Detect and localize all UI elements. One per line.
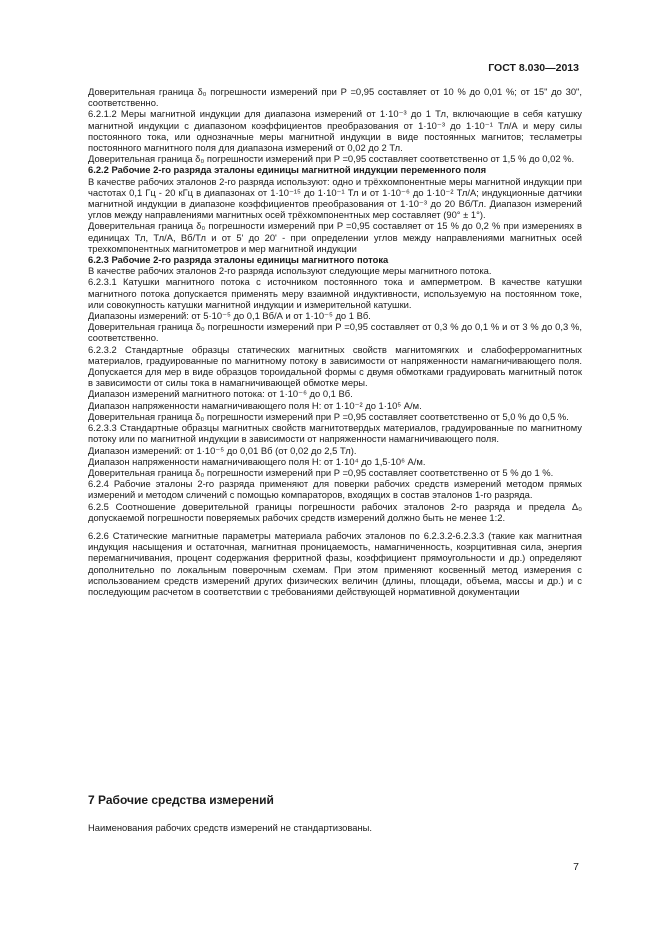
paragraph: В качестве рабочих эталонов 2-го разряда используют: одно и трёхкомпонентные меры магнитной индукции при частотах 0,1 Гц - 20 кГц в диапазонах от 1·10⁻¹⁵ до 1·10⁻¹ Тл и от 1·10⁻⁶ до 1·10⁻² Тл/А; индукционные датчики магнитной индукции в диапазоне коэффициентов преобразования от 1·10⁻³ до 20 Вб/Тл. Диапазон измерений углов между направлениями магнитных осей трёхкомпонентных мер составляет (90° ± 1°). bbox=[88, 175, 582, 221]
section-title: 7 Рабочие средства измерений bbox=[88, 793, 274, 807]
paragraph: 6.2.6 Статические магнитные параметры материала рабочих эталонов по 6.2.3.2-6.2.3.3 (такие как магнитная индукция насыщения и остаточная, магнитная проницаемость, намагниченность, коэрцитивная сила, энергия перемагничивания, процент содержания ферритной фазы, коэффициент прямоугольности и др.) определяют дополнительно по локальным поверочным схемам. При этом применяют косвенный метод измерения с использованием средств измерений других физических величин (длины, площади, объема, массы и др.) и с последующим расчетом в соответствии с требованиями действующей нормативной документации bbox=[88, 529, 582, 597]
paragraph: 6.2.5 Соотношение доверительной границы погрешности рабочих эталонов 2-го разряда и предела Δ₀ допускаемой погрешности поверяемых рабочих средств измерений должно быть не менее 1:2. bbox=[88, 500, 582, 523]
paragraph: Доверительная граница δ₀ погрешности измерений при P =0,95 составляет от 0,3 % до 0,1 % и от 3 % до 0,3 %, соответственно. bbox=[88, 321, 582, 344]
paragraph: В качестве рабочих эталонов 2-го разряда используют следующие меры магнитного потока. bbox=[88, 265, 492, 277]
paragraph: Диапазон измерений магнитного потока: от 1·10⁻⁶ до 0,1 Вб. bbox=[88, 388, 353, 400]
subsection-heading bbox=[88, 254, 582, 265]
paragraph: Доверительная граница δ₀ погрешности измерений при P =0,95 составляет соответственно от 1,5 % до 0,02 %. bbox=[88, 153, 575, 165]
paragraph: 6.2.1.2 Меры магнитной индукции для диапазона измерений от 1·10⁻³ до 1 Тл, включающие в себя катушку магнитной индукции с диапазоном коэффициентов преобразования от 1·10⁻³ до 1·10⁻¹ Тл/А и меру силы постоянного тока, или однозначные меры магнитной индукции в виде постоянных магнитов; тесламетры постоянного магнитного поля для диапазона измерений от 0,02 до 2 Тл. bbox=[88, 108, 582, 154]
paragraph: 6.2.3.3 Стандартные образцы магнитных свойств магнитотвердых материалов, градуированные по магнитному потоку или по магнитной индукции в зависимости от напряженности намагничивающего поля. bbox=[88, 422, 582, 445]
paragraph: 6.2.4 Рабочие эталоны 2-го разряда применяют для поверки рабочих средств измерений методом прямых измерений и методом сличений с помощью компараторов, входящих в состав эталонов 1-го разряда. bbox=[88, 478, 582, 501]
paragraph: Диапазон напряженности намагничивающего поля H: от 1·10⁴ до 1,5·10⁶ А/м. bbox=[88, 455, 426, 467]
paragraph: Диапазон измерений: от 1·10⁻⁵ до 0,01 Вб (от 0,02 до 2,5 Тл). bbox=[88, 444, 357, 456]
section-text: Наименования рабочих средств измерений не стандартизованы. bbox=[88, 822, 372, 833]
subsection-heading bbox=[88, 164, 582, 175]
paragraph: 6.2.3.1 Катушки магнитного потока с источником постоянного тока и амперметром. В качестве катушки магнитного потока допускается применять меру взаимной индуктивности, используемую на постоянном токе, или совокупность катушки магнитной индукции и измерительной катушки. bbox=[88, 276, 582, 310]
paragraph: Доверительная граница δ₀ погрешности измерений при P =0,95 составляет от 15 % до 0,2 % при измерениях в единицах Тл, Тл/А, Вб/Тл и от 5' до 20' - при определении углов между направлениями магнитных осей трехкомпонентных магнитометров и мер магнитной индукции bbox=[88, 220, 582, 254]
paragraph: 6.2.3.2 Стандартные образцы статических магнитных свойств магнитомягких и слабоферромагнитных материалов, градуированные по магнитному потоку в зависимости от напряженности намагничивающего поля. Допускается для мер в виде образцов тороидальной формы с двумя обмотками градуировать магнитный поток в зависимости от силы тока в намагничивающей обмотке меры. bbox=[88, 343, 582, 389]
subsection-heading-text: 6.2.2 Рабочие 2-го разряда эталоны единицы магнитной индукции переменного поля bbox=[88, 164, 487, 176]
document-body bbox=[88, 86, 582, 597]
paragraph: Доверительная граница δ₀ погрешности измерений при P =0,95 составляет от 10 % до 0,01 %; от 15" до 30", соответственно. bbox=[88, 86, 582, 109]
subsection-heading-text: 6.2.3 Рабочие 2-го разряда эталоны единицы магнитного потока bbox=[88, 254, 389, 266]
paragraph: Доверительная граница δ₀ погрешности измерений при P =0,95 составляет соответственно от 5 % до 1 %. bbox=[88, 466, 554, 478]
page-number: 7 bbox=[573, 861, 579, 873]
document-code: ГОСТ 8.030—2013 bbox=[488, 62, 579, 74]
paragraph: Диапазон напряженности намагничивающего поля H: от 1·10⁻² до 1·10⁵ А/м. bbox=[88, 399, 422, 411]
paragraph: Диапазоны измерений: от 5·10⁻⁵ до 0,1 Вб/А и от 1·10⁻⁵ до 1 Вб. bbox=[88, 310, 371, 322]
paragraph: Доверительная граница δ₀ погрешности измерений при P =0,95 составляет соответственно от 5,0 % до 0,5 %. bbox=[88, 410, 569, 422]
